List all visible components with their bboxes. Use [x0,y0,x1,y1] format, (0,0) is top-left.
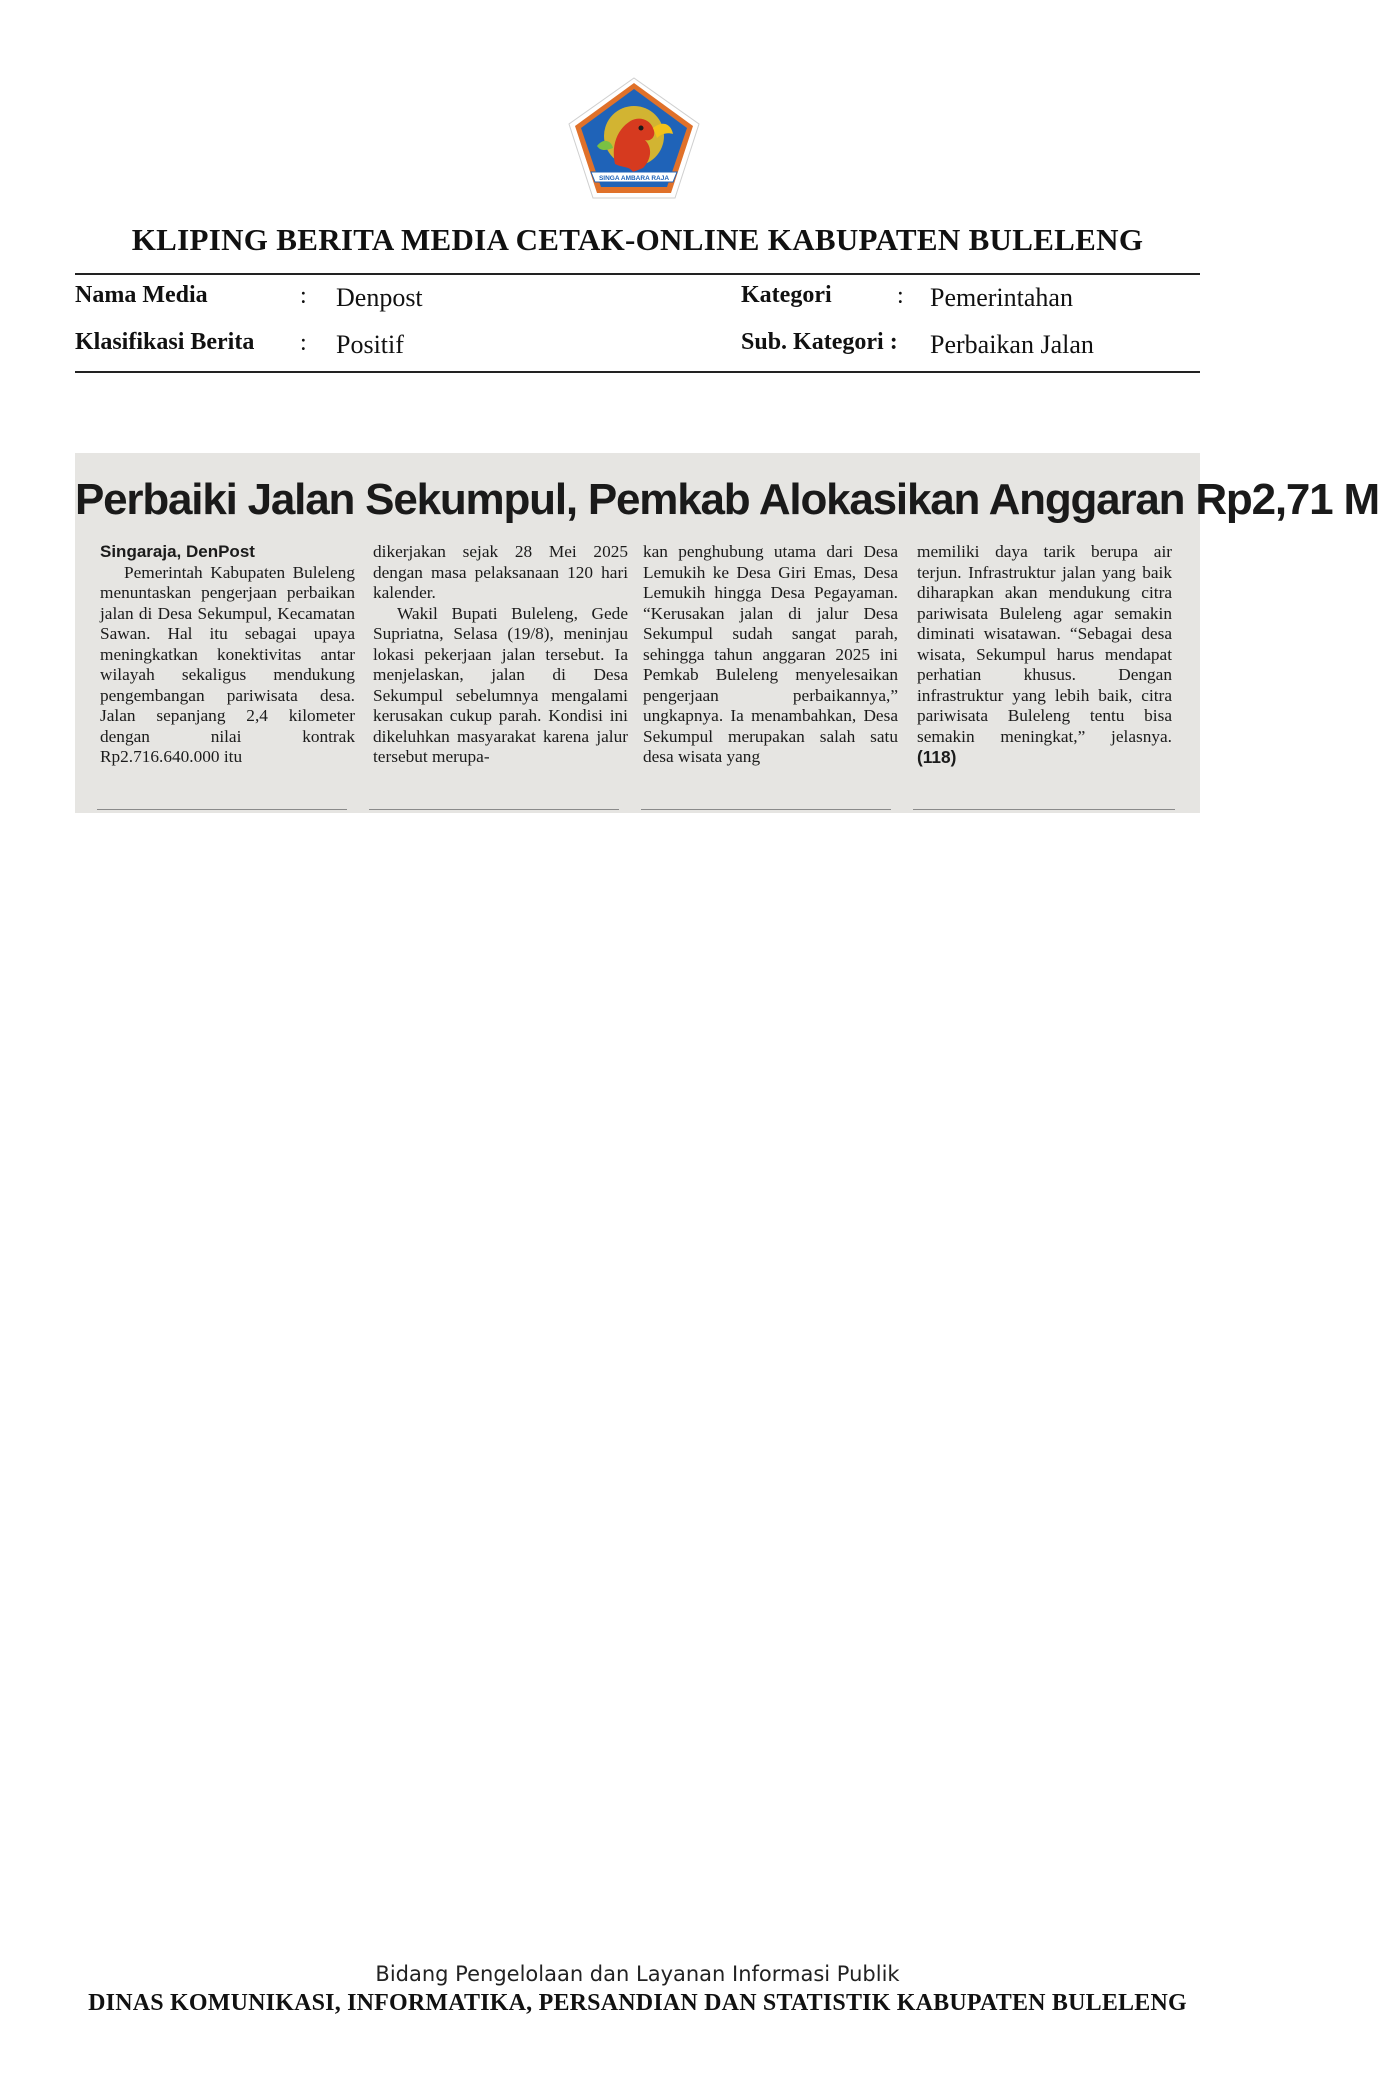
article-column-2 [373,542,628,768]
header-top-rule [75,273,1200,275]
clipping-bottom-rule-4 [913,809,1175,810]
clipping-bottom-rule-3 [641,809,891,810]
kategori-value: Pemerintahan [930,283,1073,312]
article-paragraph-3: kan penghubung utama dari Desa Lemukih ke Desa Giri Emas, Desa Lemukih hingga Desa Pegayaman. “Kerusakan jalan di jalur Desa Sekumpul sudah sangat parah, sehingga tahun anggaran 2025 ini Pemkab Buleleng menyelesaikan pengerjaan perbaikannya,” ungkapnya. Ia menambahkan, Desa Sekumpul merupakan salah satu desa wisata yang [643,542,898,766]
article-paragraph-2b: Wakil Bupati Buleleng, Gede Supriatna, Selasa (19/8), meninjau lokasi pekerjaan jalan tersebut. Ia menjelaskan, jalan di Desa Sekumpul sebelumnya mengalami kerusakan cukup parah. Kondisi ini dikeluhkan masyarakat karena jalur tersebut merupa- [373,603,628,766]
kategori-separator: : [897,283,904,309]
subkategori-separator: : [889,329,898,355]
page-title: KLIPING BERITA MEDIA CETAK-ONLINE KABUPATEN BULELENG [131,222,1144,257]
kategori-label: Kategori [741,282,832,308]
clipping-bottom-rule-2 [369,809,619,810]
clipping-bottom-rule-1 [97,809,347,810]
footer-agency: DINAS KOMUNIKASI, INFORMATIKA, PERSANDIAN DAN STATISTIK KABUPATEN BULELENG [88,1990,1187,2016]
article-byline: Singaraja, DenPost [100,542,255,561]
article-column-4 [917,542,1172,769]
header-bottom-rule [75,371,1200,373]
article-column-3 [643,542,898,768]
subkategori-label [741,327,898,357]
article-headline: Perbaiki Jalan Sekumpul, Pemkab Alokasikan Anggaran Rp2,71 M [75,475,1379,524]
klasifikasi-label: Klasifikasi Berita [75,329,255,355]
subkategori-label-text: Sub. Kategori [741,329,884,355]
article-paragraph-4 [917,542,1172,769]
article-paragraph-2a: dikerjakan sejak 28 Mei 2025 dengan masa pelaksanaan 120 hari kalender. [373,542,628,602]
klasifikasi-separator: : [300,330,307,356]
buleleng-regency-logo [567,76,701,200]
article-writer-code: (118) [917,747,957,767]
subkategori-value: Perbaikan Jalan [930,330,1094,359]
article-paragraph-4-text: memiliki daya tarik berupa air terjun. Infrastruktur jalan yang baik diharapkan akan mendukung citra pariwisata Buleleng agar semakin diminati wisatawan. “Sebagai desa wisata, Sekumpul harus mendapat perhatian khusus. Dengan infrastruktur yang lebih baik, citra pariwisata Buleleng tentu bisa semakin meningkat,” jelasnya. [917,542,1172,746]
footer-division: Bidang Pengelolaan dan Layanan Informasi Publik [375,1962,900,1986]
article-paragraph-1: Pemerintah Kabupaten Buleleng menuntaskan pengerjaan perbaikan jalan di Desa Sekumpul, Kecamatan Sawan. Hal itu sebagai upaya meningkatkan konektivitas antar wilayah sekaligus mendukung pengembangan pariwisata desa. Jalan sepanjang 2,4 kilometer dengan nilai kontrak Rp2.716.640.000 itu [100,562,355,766]
media-value: Denpost [336,283,423,312]
news-clipping [75,453,1379,813]
klasifikasi-value: Positif [336,330,404,359]
media-separator: : [300,283,307,309]
media-label: Nama Media [75,282,208,308]
article-column-1 [100,542,355,768]
logo-motto: SINGA AMBARA RAJA [598,175,670,182]
